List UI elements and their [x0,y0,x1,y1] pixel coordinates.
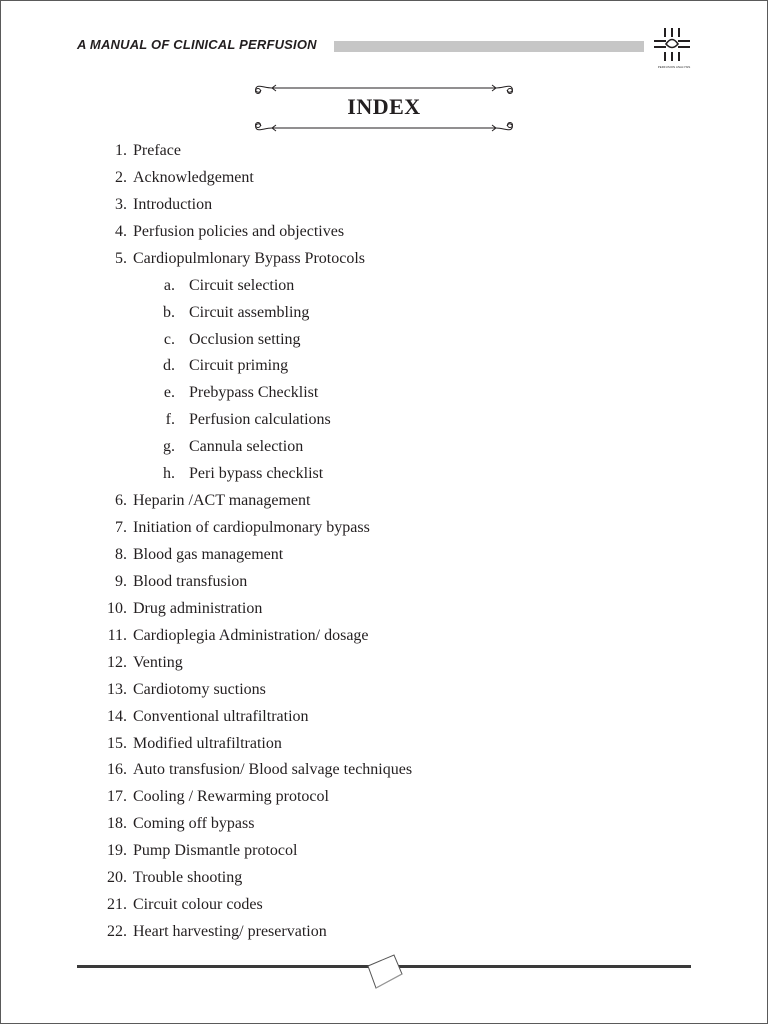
toc-item-number: 16. [107,761,127,779]
toc-item-number: 21. [107,896,127,913]
toc-subitem [0,410,700,430]
toc-item-title: Circuit colour codes [133,896,263,913]
toc-item [0,572,700,592]
toc-item [0,653,700,673]
toc-item [0,922,700,942]
index-title: INDEX [347,94,421,119]
toc-item [0,868,700,888]
toc-subitem-letter: f. [165,411,175,429]
toc-item-title: Pump Dismantle protocol [133,842,298,860]
toc-item [0,626,700,646]
toc-item-number: 5. [115,249,127,267]
toc-item [0,599,700,619]
toc-item-number: 19. [107,842,127,860]
toc-subitem-letter: d. [163,357,175,375]
toc-subitem-title: Peri bypass checklist [189,465,324,483]
toc-item-number: 2. [115,168,127,186]
toc-item [0,680,700,700]
toc-item-title: Cardiopulmlonary Bypass Protocols [133,249,365,267]
toc-subitem [0,330,700,350]
toc-subitem-letter: g. [163,438,175,456]
toc-subitem-letter: b. [163,303,175,321]
toc-item [0,545,700,565]
toc-subitem [0,303,700,323]
toc-item [0,195,700,215]
toc-item [0,491,700,511]
toc-item-title: Trouble shooting [133,869,243,887]
toc-subitem [0,276,700,296]
toc-item-title: Coming off bypass [133,815,255,833]
toc-subitem-title: Circuit priming [189,357,289,375]
toc-subitem-title: Occlusion setting [189,330,301,348]
toc-item-title: Heparin /ACT management [133,492,311,510]
running-header-title: A MANUAL OF CLINICAL PERFUSION [77,37,317,52]
header-bar [334,41,644,52]
toc-item [0,141,700,161]
toc-item-title: Preface [133,142,181,159]
toc-item-number: 17. [107,788,127,806]
toc-subitem-letter: e. [163,384,175,402]
logo-caption: PERFUSION ANALYSIS [657,65,691,69]
toc-item [0,168,700,188]
toc-item-title: Cardioplegia Administration/ dosage [133,626,369,644]
toc-item-title: Heart harvesting/ preservation [133,923,327,940]
toc-item-title: Initiation of cardiopulmonary bypass [133,519,370,536]
toc-item-number: 20. [107,869,127,887]
toc-item-title: Blood gas management [133,546,284,563]
toc-item [0,787,700,807]
toc-item-number: 13. [107,680,127,698]
toc-subitem [0,464,700,484]
toc-item [0,707,700,727]
footer-diamond-ornament [364,952,406,992]
toc-subitem-letter: c. [163,330,175,348]
toc-item-number: 6. [115,492,127,510]
toc-item [0,814,700,834]
toc-subitem-letter: h. [163,465,175,483]
toc-item-title: Acknowledgement [133,168,254,186]
toc-item-title: Cooling / Rewarming protocol [133,788,329,806]
toc-subitem [0,356,700,376]
toc-item [0,895,700,915]
toc-item-title: Drug administration [133,599,263,617]
toc-subitem-title: Circuit selection [189,276,295,294]
toc-item-number: 3. [115,195,127,213]
toc-item-title: Auto transfusion/ Blood salvage techniques [133,761,413,779]
toc-item-number: 7. [115,519,127,536]
toc-subitem-title: Circuit assembling [189,303,310,321]
toc-subitem-letter: a. [163,276,175,294]
toc-subitem-title: Perfusion calculations [189,411,331,429]
toc-item [0,222,700,242]
toc-item-number: 15. [107,734,127,752]
toc-subitem-title: Prebypass Checklist [189,384,319,402]
toc-item-title: Conventional ultrafiltration [133,707,309,725]
toc-item-number: 8. [115,546,127,563]
toc-item-number: 11. [107,626,127,644]
toc-item [0,249,700,269]
toc-item-number: 18. [107,815,127,833]
toc-item [0,841,700,861]
toc-item-number: 12. [107,653,127,671]
toc-item-number: 1. [115,142,127,159]
toc-item-number: 14. [107,707,127,725]
toc-subitem [0,383,700,403]
toc-item-title: Modified ultrafiltration [133,734,282,752]
toc-item [0,760,700,780]
toc-item-title: Perfusion policies and objectives [133,222,345,240]
toc-item [0,734,700,754]
toc-subitem-title: Cannula selection [189,438,304,456]
toc-item [0,518,700,538]
toc-item-title: Cardiotomy suctions [133,680,266,698]
toc-item-number: 10. [107,599,127,617]
toc-subitem [0,437,700,457]
toc-item-title: Introduction [133,195,213,213]
toc-item-number: 9. [115,572,127,590]
toc-item-number: 4. [115,222,127,240]
toc-item-title: Venting [133,653,183,671]
toc-item-title: Blood transfusion [133,572,248,590]
toc-item-number: 22. [107,923,127,940]
